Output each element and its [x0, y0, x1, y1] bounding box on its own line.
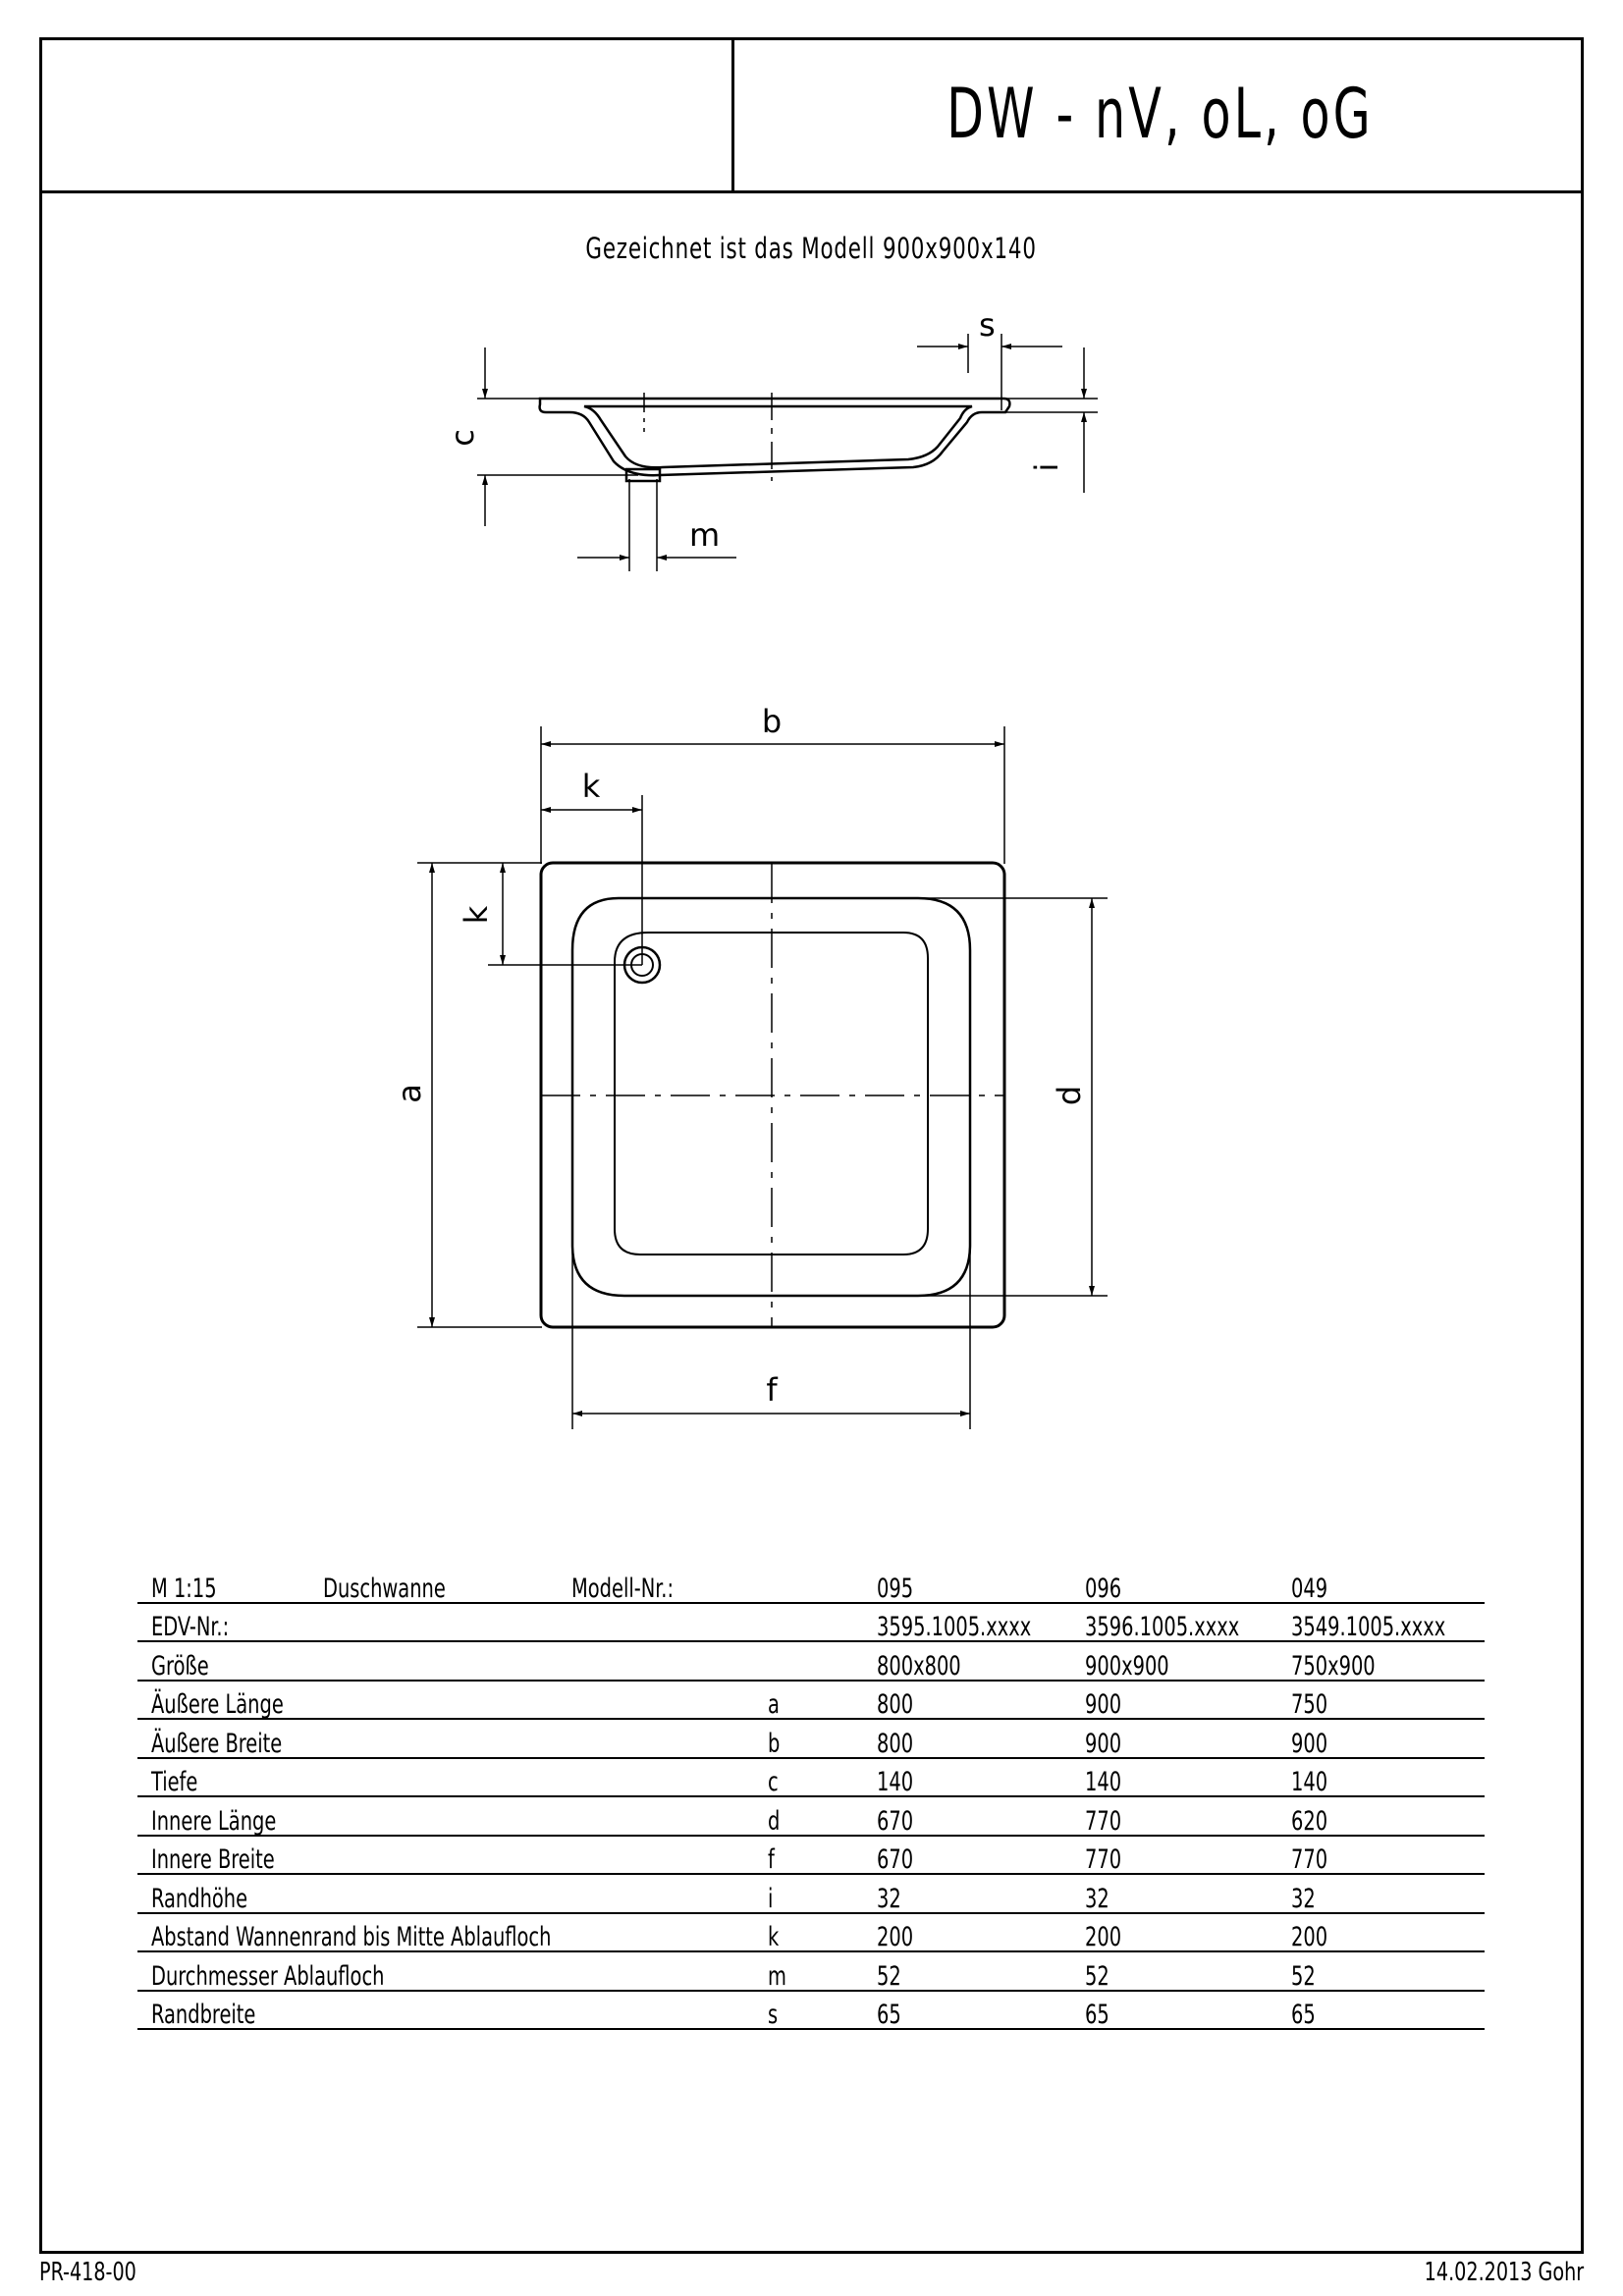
dim-label-f: f: [766, 1371, 778, 1409]
row-symbol: m: [754, 1951, 864, 1991]
row-label: Äußere Breite: [137, 1719, 754, 1758]
dim-label-m: m: [689, 516, 721, 554]
row-symbol: [754, 1603, 864, 1642]
row-value: 750x900: [1277, 1641, 1485, 1681]
side-view: [477, 334, 1098, 571]
dim-label-a: a: [391, 1084, 428, 1103]
model-096-cell: 096: [1071, 1565, 1278, 1603]
dim-label-k-top: k: [581, 768, 601, 805]
row-value: 3549.1005.xxxx: [1277, 1603, 1485, 1642]
row-value: 770: [1277, 1836, 1485, 1875]
table-row: [137, 1681, 1485, 1720]
row-symbol: d: [754, 1796, 864, 1836]
table-row: [137, 1836, 1485, 1875]
row-value: 65: [863, 1991, 1070, 2030]
product-type-cell: Duschwanne: [309, 1565, 558, 1603]
row-value: 32: [863, 1874, 1070, 1913]
row-value: 900: [1277, 1719, 1485, 1758]
row-value: 200: [1071, 1913, 1278, 1952]
model-095-cell: 095: [863, 1565, 1070, 1603]
row-symbol: b: [754, 1719, 864, 1758]
tub-profile-inner: [584, 406, 972, 467]
model-label-cell: Modell-Nr.:: [558, 1565, 754, 1603]
scale-cell: M 1:15: [137, 1565, 309, 1603]
table-row: [137, 1874, 1485, 1913]
table-header-row: [137, 1565, 1485, 1603]
table-row: [137, 1719, 1485, 1758]
header-spacer-cell: [754, 1565, 864, 1603]
row-value: 32: [1277, 1874, 1485, 1913]
row-symbol: c: [754, 1758, 864, 1797]
row-symbol: [754, 1641, 864, 1681]
specification-table: [137, 1565, 1485, 2030]
row-symbol: s: [754, 1991, 864, 2030]
table-row: [137, 1603, 1485, 1642]
row-value: 52: [863, 1951, 1070, 1991]
row-label: Tiefe: [137, 1758, 754, 1797]
table-row: [137, 1951, 1485, 1991]
row-value: 800: [863, 1719, 1070, 1758]
row-value: 32: [1071, 1874, 1278, 1913]
table-row: [137, 1913, 1485, 1952]
table-row: [137, 1641, 1485, 1681]
drawing-subtitle: Gezeichnet ist das Modell 900x900x140: [585, 232, 1038, 265]
row-value: 770: [1071, 1796, 1278, 1836]
row-value: 900x900: [1071, 1641, 1278, 1681]
dim-label-d: d: [1051, 1085, 1088, 1106]
row-label: Randbreite: [137, 1991, 754, 2030]
row-value: 750: [1277, 1681, 1485, 1720]
row-value: 670: [863, 1836, 1070, 1875]
row-value: 620: [1277, 1796, 1485, 1836]
row-value: 140: [1277, 1758, 1485, 1797]
row-value: 770: [1071, 1836, 1278, 1875]
row-symbol: f: [754, 1836, 864, 1875]
row-value: 900: [1071, 1719, 1278, 1758]
model-049-cell: 049: [1277, 1565, 1485, 1603]
table-row: [137, 1758, 1485, 1797]
row-symbol: a: [754, 1681, 864, 1720]
drawing-date-author: 14.02.2013 Gohr: [1424, 2258, 1584, 2287]
drawing-number: PR-418-00: [39, 2258, 136, 2287]
table-row: [137, 1796, 1485, 1836]
row-value: 200: [1277, 1913, 1485, 1952]
row-value: 900: [1071, 1681, 1278, 1720]
row-label: Größe: [137, 1641, 754, 1681]
table-row: [137, 1991, 1485, 2030]
row-label: EDV-Nr.:: [137, 1603, 754, 1642]
row-label: Randhöhe: [137, 1874, 754, 1913]
row-value: 65: [1071, 1991, 1278, 2030]
row-label: Abstand Wannenrand bis Mitte Ablaufloch: [137, 1913, 754, 1952]
row-value: 200: [863, 1913, 1070, 1952]
dim-label-c: c: [444, 429, 481, 447]
row-symbol: k: [754, 1913, 864, 1952]
row-value: 52: [1071, 1951, 1278, 1991]
dim-label-i: i: [1028, 462, 1065, 472]
row-value: 3596.1005.xxxx: [1071, 1603, 1278, 1642]
row-label: Äußere Länge: [137, 1681, 754, 1720]
dim-label-k-side: k: [458, 905, 495, 925]
row-value: 800x800: [863, 1641, 1070, 1681]
top-view: [417, 726, 1108, 1429]
row-label: Innere Länge: [137, 1796, 754, 1836]
row-value: 140: [863, 1758, 1070, 1797]
drawing-title: DW - nV, oL, oG: [947, 74, 1374, 154]
row-label: Durchmesser Ablaufloch: [137, 1951, 754, 1991]
row-value: 3595.1005.xxxx: [863, 1603, 1070, 1642]
dim-label-b: b: [761, 703, 783, 740]
row-value: 65: [1277, 1991, 1485, 2030]
dim-label-s: s: [979, 306, 996, 344]
row-symbol: i: [754, 1874, 864, 1913]
row-value: 670: [863, 1796, 1070, 1836]
row-value: 52: [1277, 1951, 1485, 1991]
row-value: 140: [1071, 1758, 1278, 1797]
row-label: Innere Breite: [137, 1836, 754, 1875]
row-value: 800: [863, 1681, 1070, 1720]
